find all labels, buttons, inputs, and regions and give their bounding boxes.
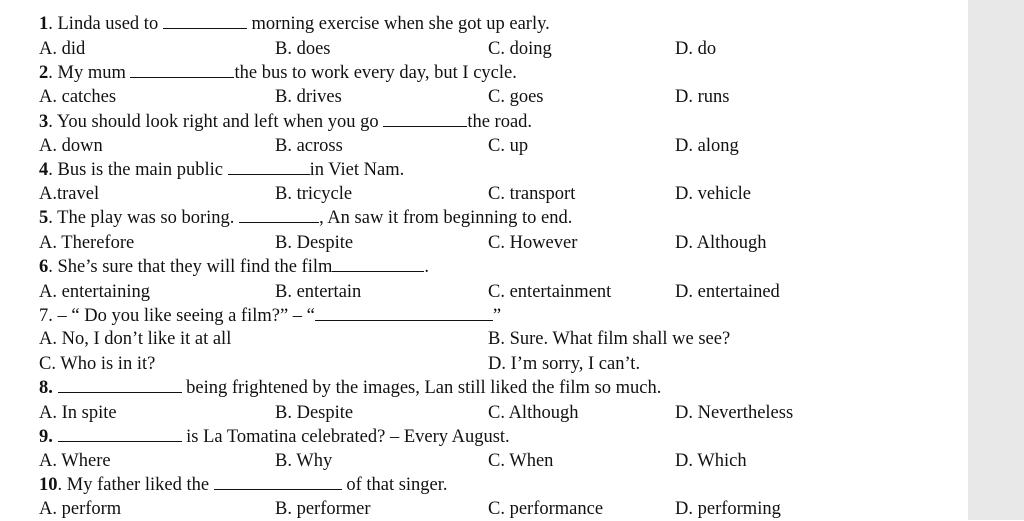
question-2 [39, 61, 517, 85]
option-b: B. performer [275, 499, 371, 519]
question-text: . My mum [48, 63, 131, 83]
question-7 [39, 304, 501, 328]
question-text: . Bus is the main public [48, 160, 228, 180]
question-text: is La Tomatina celebrated? – Every August. [181, 427, 510, 447]
answer-blank [332, 256, 424, 272]
option-b: B. drives [275, 87, 342, 107]
answer-blank [383, 111, 467, 127]
option-a: A. down [39, 136, 103, 156]
option-a: A.travel [39, 184, 100, 204]
question-5 [39, 206, 572, 230]
option-a: A. In spite [39, 403, 117, 423]
option-c: C. performance [488, 499, 604, 519]
question-8 [39, 376, 661, 400]
question-text: of that singer. [341, 475, 448, 495]
option-c: C. When [488, 451, 554, 471]
question-number: 5 [39, 208, 49, 228]
question-text: . Linda used to [48, 14, 163, 34]
question-4 [39, 158, 404, 182]
option-d: D. Which [675, 451, 747, 471]
question-text: . She’s sure that they will find the film [48, 257, 333, 277]
question-number: 9. [39, 427, 53, 447]
answer-blank [163, 13, 247, 29]
option-b: B. Despite [275, 403, 354, 423]
answer-blank [58, 377, 182, 393]
option-d: D. vehicle [675, 184, 752, 204]
option-c: C. entertainment [488, 282, 612, 302]
option-b: B. does [275, 39, 331, 59]
option-a: A. perform [39, 499, 122, 519]
answer-blank [130, 62, 234, 78]
option-d: D. I’m sorry, I can’t. [488, 354, 641, 374]
question-text: morning exercise when she got up early. [246, 14, 550, 34]
option-c: C. goes [488, 87, 544, 107]
question-number: 2 [39, 63, 49, 83]
option-c: C. However [488, 233, 578, 253]
option-a: A. Where [39, 451, 111, 471]
question-text: . You should look right and left when you go [48, 112, 384, 132]
option-d: D. runs [675, 87, 730, 107]
question-1 [39, 12, 550, 36]
question-text: being frightened by the images, Lan still liked the film so much. [181, 378, 662, 398]
question-text: . [424, 257, 430, 277]
option-a: A. did [39, 39, 86, 59]
option-d: D. performing [675, 499, 781, 519]
answer-blank [239, 207, 319, 223]
question-number: 3 [39, 112, 49, 132]
option-a: A. Therefore [39, 233, 135, 253]
question-text: . The play was so boring. [48, 208, 240, 228]
question-10 [39, 473, 448, 497]
question-number: 6 [39, 257, 49, 277]
option-d: D. entertained [675, 282, 780, 302]
answer-blank [214, 474, 342, 490]
option-c: C. Although [488, 403, 579, 423]
question-text: in Viet Nam. [309, 160, 405, 180]
question-text: the bus to work every day, but I cycle. [234, 63, 517, 83]
option-b: B. tricycle [275, 184, 353, 204]
question-text: . – “ Do you like seeing a film?” – “ [48, 306, 315, 326]
answer-blank [315, 305, 493, 321]
option-b: B. across [275, 136, 343, 156]
option-c: C. up [488, 136, 529, 156]
question-text: the road. [467, 112, 533, 132]
question-text: , An saw it from beginning to end. [319, 208, 573, 228]
option-b: B. Why [275, 451, 333, 471]
option-a: A. No, I don’t like it at all [39, 329, 232, 349]
question-number: 8. [39, 378, 53, 398]
option-d: D. do [675, 39, 717, 59]
option-a: A. catches [39, 87, 117, 107]
question-number: 4 [39, 160, 49, 180]
option-c: C. Who is in it? [39, 354, 156, 374]
option-d: D. along [675, 136, 739, 156]
question-9 [39, 425, 510, 449]
question-number: 1 [39, 14, 49, 34]
option-c: C. doing [488, 39, 552, 59]
answer-blank [228, 159, 310, 175]
option-d: D. Nevertheless [675, 403, 794, 423]
scroll-gutter[interactable] [968, 0, 1024, 520]
option-d: D. Although [675, 233, 767, 253]
option-a: A. entertaining [39, 282, 150, 302]
question-6 [39, 255, 429, 279]
question-text: ” [492, 306, 502, 326]
question-number: 7 [39, 306, 49, 326]
question-3 [39, 110, 532, 134]
option-b: B. entertain [275, 282, 362, 302]
answer-blank [58, 426, 182, 442]
option-c: C. transport [488, 184, 576, 204]
question-number: 10 [39, 475, 58, 495]
option-b: B. Despite [275, 233, 354, 253]
option-b: B. Sure. What film shall we see? [488, 329, 731, 349]
question-text: . My father liked the [57, 475, 214, 495]
